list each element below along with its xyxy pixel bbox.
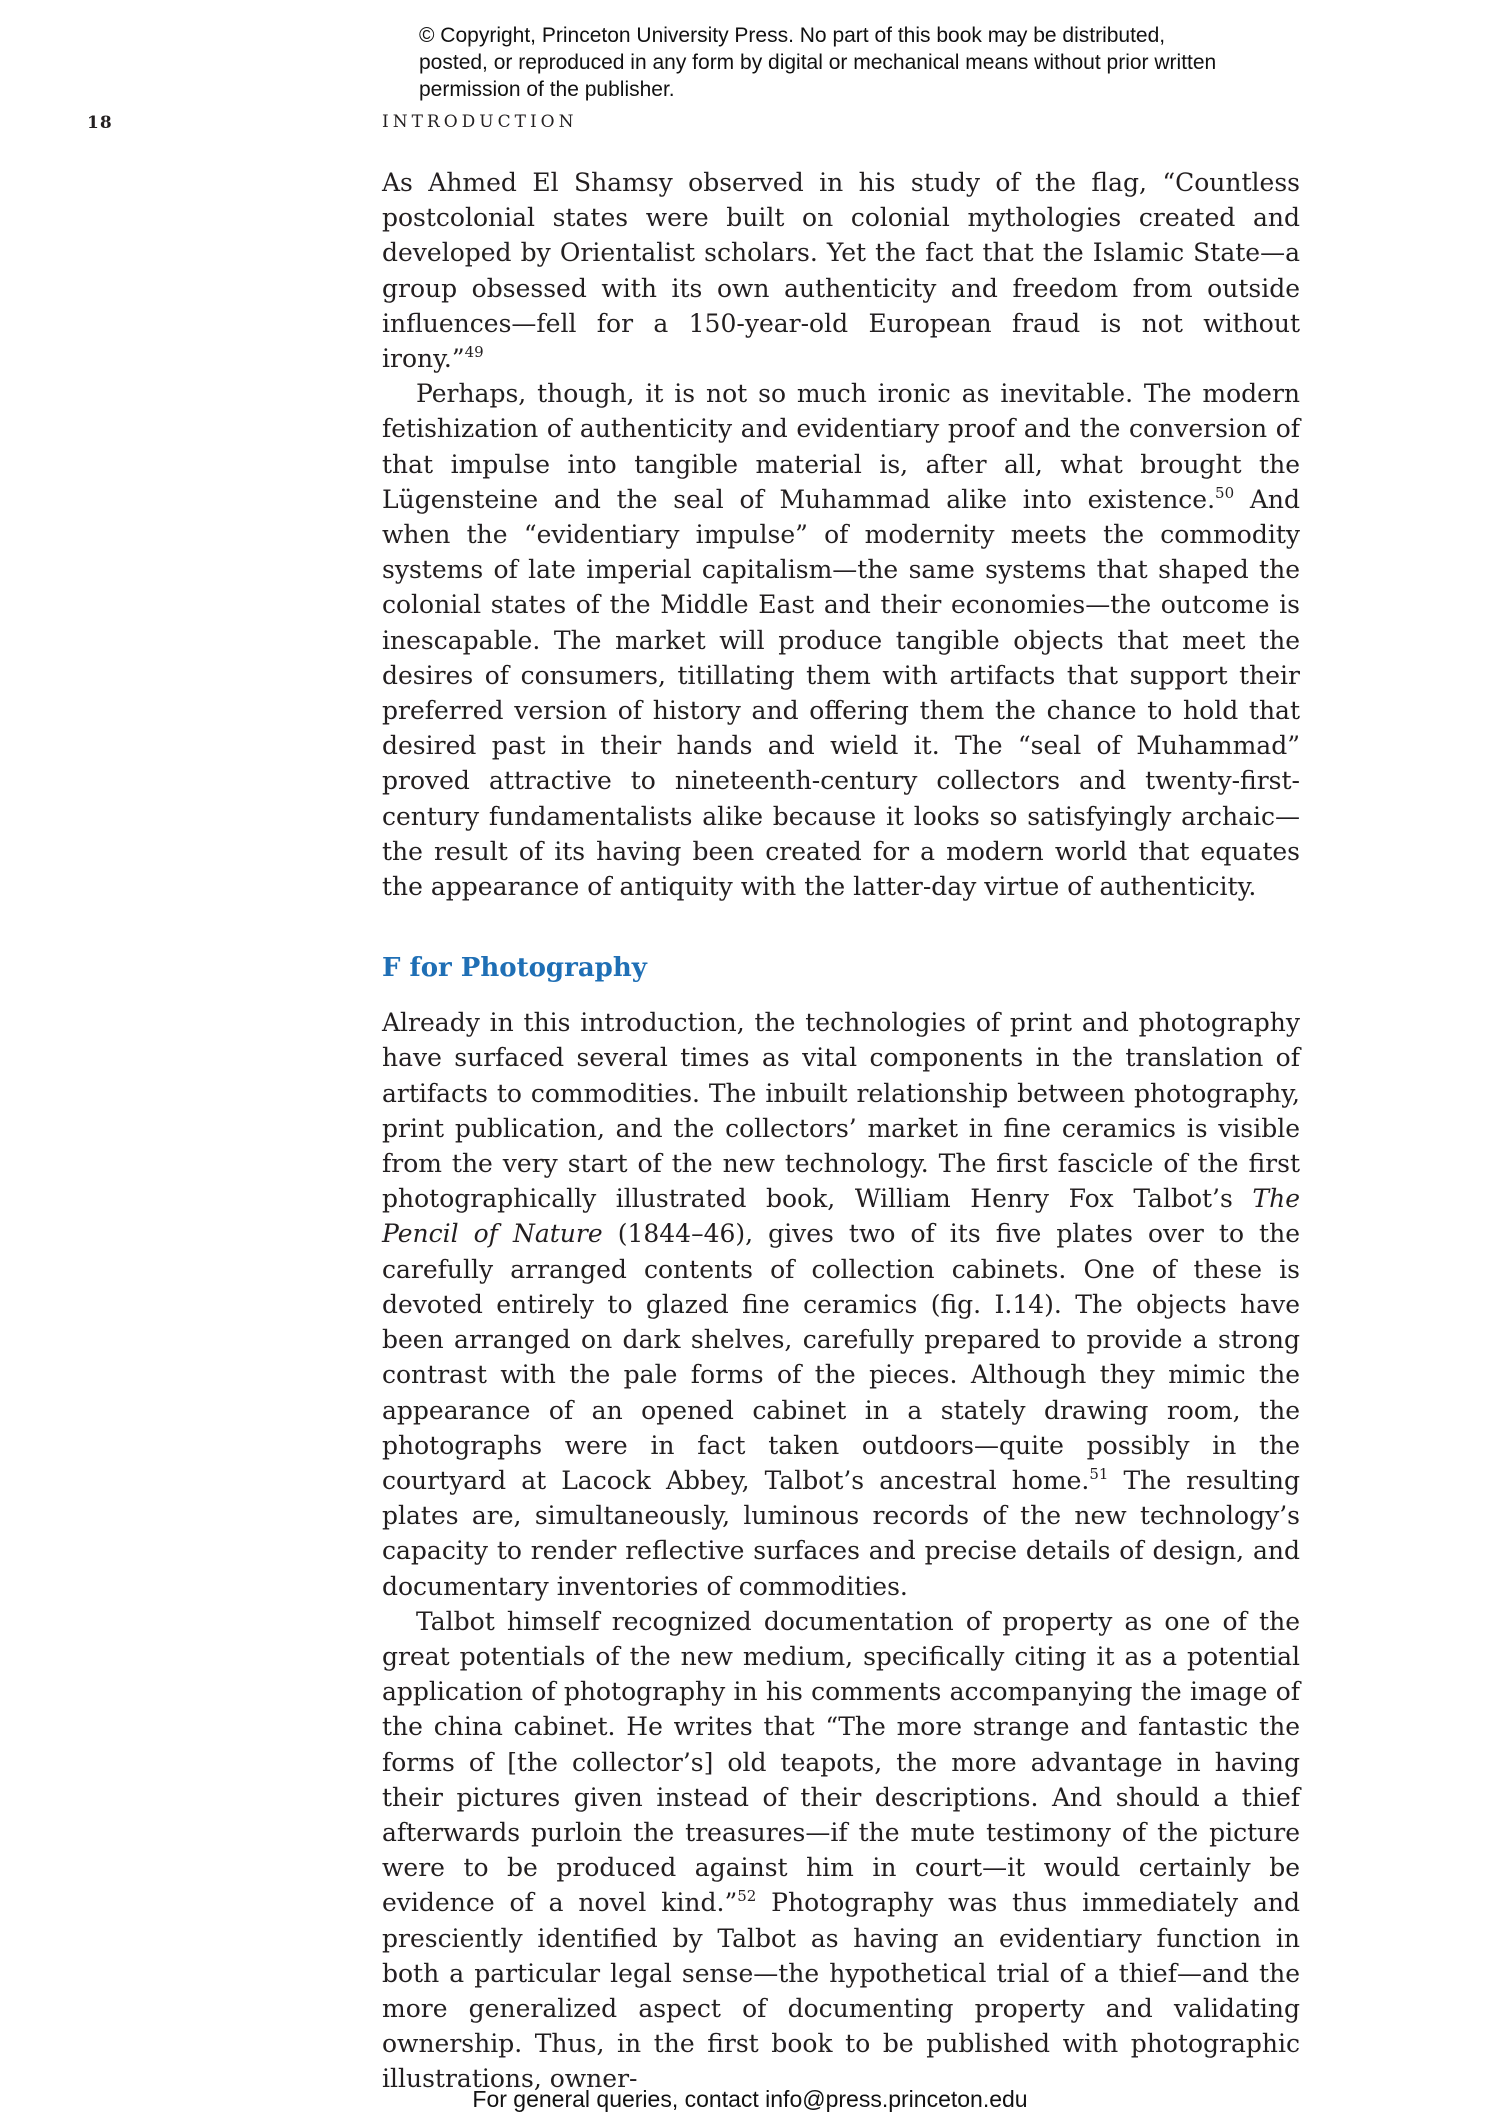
copyright-notice: © Copyright, Princeton University Press. No part of this book may be distributed, posted, or reproduced in any form by digital or mechanical means without prior written permission of the publisher. (419, 24, 1217, 101)
running-head: INTRODUCTION (382, 112, 578, 132)
paragraph-3 (382, 1005, 1300, 1603)
paragraph-2 (382, 376, 1300, 904)
paragraph-3-text-b: (1844–46), gives two of its five plates over to the carefully arranged contents of collection cabinets. One of these is devoted entirely to glazed fine ceramics (fig. I.14). The objects have been arranged on dark shelves, carefully prepared to provide a strong contrast with the pale forms of the pieces. Although they mimic the appearance of an opened cabinet in a stately drawing room, the photographs were in fact taken outdoors—quite possibly in the courtyard at Lacock Abbey, Talbot’s ancestral home. (382, 1219, 1300, 1495)
paragraph-4-text-a: Talbot himself recognized documentation of property as one of the great potentials of the new medium, specifically citing it as a potential application of photography in his comments accompanying the image of the china cabinet. He writes that “The more strange and fantastic the forms of [the collector’s] old teapots, the more advantage in having their pictures given instead of their descriptions. And should a thief afterwards purloin the treasures—if the mute testimony of the picture were to be produced against him in court—it would certainly be evidence of a novel kind.” (382, 1606, 1300, 1918)
paragraph-3-text-a: Already in this introduction, the technologies of print and photography have surfaced several times as vital components in the translation of artifacts to commodities. The inbuilt relationship between photography, print publication, and the collectors’ market in fine ceramics is visible from the very start of the new technology. The first fascicle of the first photographically illustrated book, William Henry Fox Talbot’s (382, 1008, 1300, 1214)
paragraph-1 (382, 165, 1300, 376)
paragraph-2-text-b: And when the “evidentiary impulse” of modernity meets the commodity systems of late imperial capitalism—the same systems that shaped the colonial states of the Middle East and their economies—the outcome is inescapable. The market will produce tangible objects that meet the desires of consumers, titillating them with artifacts that support their preferred version of history and offering them the chance to hold that desired past in their hands and wield it. The “seal of Muhammad” proved attractive to nineteenth-century collectors and twenty-first-century fundamentalists alike because it looks so satisfyingly archaic—the result of its having been created for a modern world that equates the appearance of antiquity with the latter-day virtue of authenticity. (382, 484, 1301, 902)
paragraph-4-text-b: Photography was thus immediately and presciently identified by Talbot as having an evidentiary function in both a particular legal sense—the hypothetical trial of a thief—and the more generalized aspect of documenting property and validating ownership. Thus, in the first book to be published with photographic illustrations, owner- (382, 1888, 1300, 2094)
footnote-ref-51[interactable]: 51 (1089, 1464, 1109, 1483)
body-text (382, 165, 1300, 2097)
footnote-ref-49[interactable]: 49 (464, 343, 484, 362)
section-heading: F for Photography (382, 953, 647, 984)
paragraph-1-text: As Ahmed El Shamsy observed in his study of the flag, “Countless postcolonial states were built on colonial mythologies created and developed by Orientalist scholars. Yet the fact that the Islamic State—a group obsessed with its own authenticity and freedom from outside influences—fell for a 150-year-old European fraud is not without irony.” (382, 168, 1300, 374)
paragraph-2-text-a: Perhaps, though, it is not so much ironic as inevitable. The modern fetishization of authenticity and evidentiary proof and the conversion of that impulse into tangible material is, after all, what brought the Lügensteine and the seal of Muhammad alike into existence. (382, 379, 1300, 514)
page-number: 18 (87, 113, 113, 133)
paragraph-4 (382, 1604, 1300, 2097)
footnote-ref-52[interactable]: 52 (737, 1887, 757, 1906)
book-title: The Pencil of Nature (382, 1184, 1300, 1249)
footnote-ref-50[interactable]: 50 (1215, 483, 1235, 502)
paragraph-3-text-c: The resulting plates are, simultaneously, luminous records of the new technology’s capacity to render reflective surfaces and precise details of design, and documentary inventories of commodities. (382, 1465, 1300, 1601)
footer-contact: For general queries, contact info@press.princeton.edu (472, 2086, 1028, 2112)
